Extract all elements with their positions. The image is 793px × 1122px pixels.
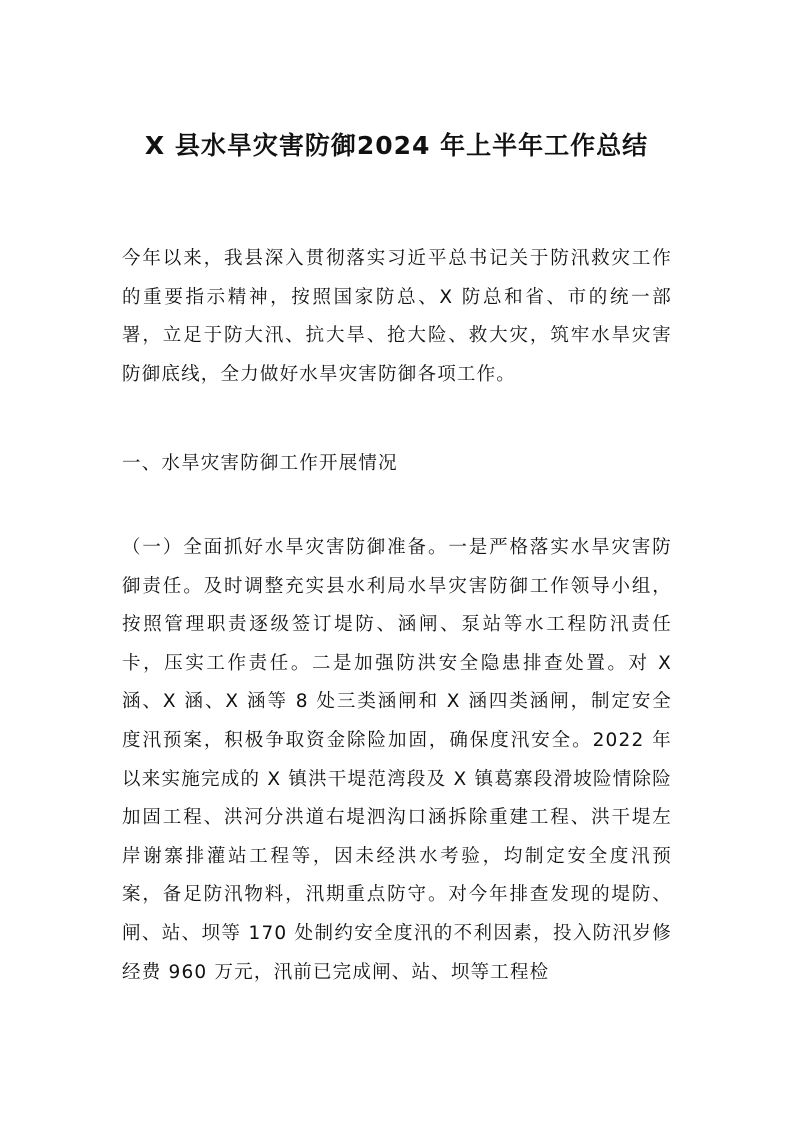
intro-paragraph: 今年以来，我县深入贯彻落实习近平总书记关于防汛救灾工作的重要指示精神，按照国家防总、X 防总和省、市的统一部署，立足于防大汛、抗大旱、抢大险、救大灾，筑牢水旱灾害防御底线，全力做好水旱灾害防御各项工作。 <box>122 248 672 385</box>
body-paragraph: （一）全面抓好水旱灾害防御准备。一是严格落实水旱灾害防御责任。及时调整充实县水利局水旱灾害防御工作领导小组，按照管理职责逐级签订堤防、涵闸、泵站等水工程防汛责任卡，压实工作责任。二是加强防洪安全隐患排查处置。对 X 涵、X 涵、X 涵等 8 处三类涵闸和 X 涵四类涵闸，制定安全度汛预案，积极争取资金除险加固，确保度汛安全。2022 年以来实施完成的 X 镇洪干堤范湾段及 X 镇葛寨段滑坡险情除险加固工程、洪河分洪道右堤泗沟口涵拆除重建工程、洪干堤左岸谢寨排灌站工程等，因未经洪水考验，均制定安全度汛预案，备足防汛物料，汛期重点防守。对今年排查发现的堤防、闸、站、坝等 170 处制约安全度汛的不利因素，投入防汛岁修经费 960 万元，汛前已完成闸、站、坝等工程检 <box>122 537 672 983</box>
document-title: X 县水旱灾害防御2024 年上半年工作总结 <box>144 131 649 160</box>
section-heading: 一、水旱灾害防御工作开展情况 <box>122 453 398 474</box>
